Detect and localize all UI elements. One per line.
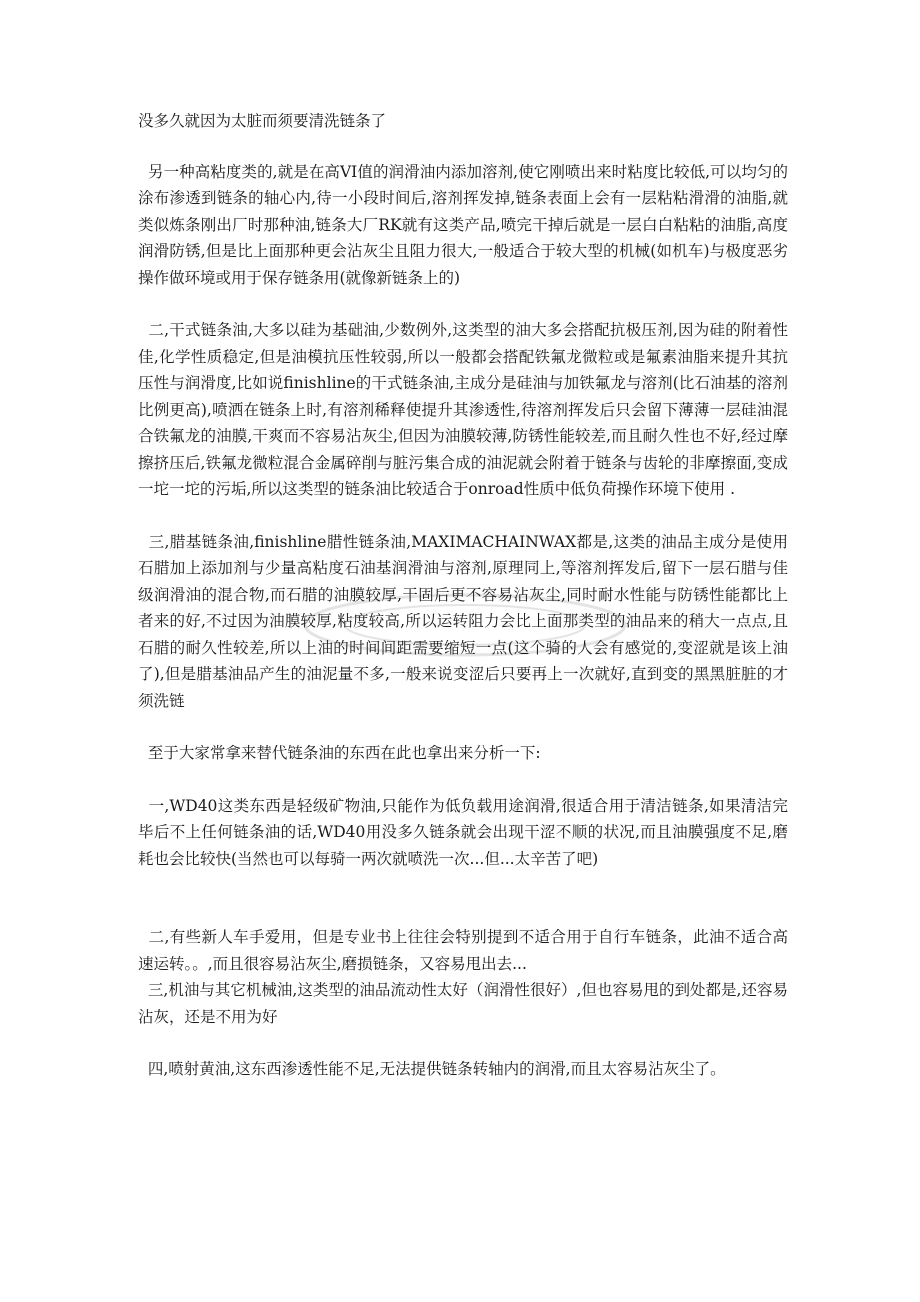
paragraph-alternatives-intro: 至于大家常拿来替代链条油的东西在此也拿出来分析一下: xyxy=(138,744,541,762)
paragraph-spray-grease: 四,喷射黄油,这东西渗透性能不足,无法提供链条转轴内的润滑,而且太容易沾灰尘了。 xyxy=(138,1060,726,1078)
paragraph-intro: 没多久就因为太脏而须要清洗链条了 xyxy=(138,112,387,130)
paragraph-wd40: 一,WD40这类东西是轻级矿物油,只能作为低负载用途润滑,很适合用于清洁链条,如果清洁完毕后不上任何链条油的话,WD40用没多久链条就会出现干涩不顺的状况,而且油膜强度不足,磨耗也会比较快(当然也可以每骑一两次就喷洗一次...但...太辛苦了吧) xyxy=(138,796,788,868)
paragraph-machine-oil: 三,机油与其它机械油,这类型的油品流动性太好（润滑性很好）,但也容易甩的到处都是,还容易沾灰，还是不用为好 xyxy=(138,981,788,1026)
paragraph-wax-chain-oil: 三,腊基链条油,finishline腊性链条油,MAXIMACHAINWAX都是,这类的油品主成分是使用石腊加上添加剂与少量高粘度石油基润滑油与溶剂,原理同上,等溶剂挥发后,留下一层石腊与佳级润滑油的混合物,而石腊的油膜较厚,干固后更不容易沾灰尘,同时耐水性能与防锈性能都比上者来的好,不过因为油膜较厚,粘度较高,所以运转阻力会比上面那类型的油品来的稍大一点点,且石腊的耐久性较差,所以上油的时间间距需要缩短一点(这个骑的人会有感觉的,变涩就是该上油了),但是腊基油品产生的油泥量不多,一般来说变涩后只要再上一次就好,直到变的黑黑脏脏的才须洗链 xyxy=(138,532,788,710)
paragraph-item-two: 二,有些新人车手爱用，但是专业书上往往会特别提到不适合用于自行车链条，此油不适合高速运转。。,而且很容易沾灰尘,磨损链条，又容易甩出去... xyxy=(138,928,788,973)
paragraph-dry-chain-oil: 二,干式链条油,大多以硅为基础油,少数例外,这类型的油大多会搭配抗极压剂,因为硅的附着性佳,化学性质稳定,但是油模抗压性较弱,所以一般都会搭配铁氟龙微粒或是氟素油脂来提升其抗压性与润滑度,比如说finishline的干式链条油,主成分是硅油与加铁氟龙与溶剂(比石油基的溶剂比例更高),喷洒在链条上时,有溶剂稀释使提升其渗透性,待溶剂挥发后只会留下薄薄一层硅油混合铁氟龙的油膜,干爽而不容易沾灰尘,但因为油膜较薄,防锈性能较差,而且耐久性也不好,经过摩擦挤压后,铁氟龙微粒混合金属碎削与脏污集合成的油泥就会附着于链条与齿轮的非摩擦面,变成一坨一坨的污垢,所以这类型的链条油比较适合于onroad性质中低负荷操作环境下使用 . xyxy=(138,321,788,498)
document-body xyxy=(138,108,788,1109)
paragraph-high-viscosity: 另一种高粘度类的,就是在高VI值的润滑油内添加溶剂,使它刚喷出来时粘度比较低,可以均匀的涂布渗透到链条的轴心内,待一小段时间后,溶剂挥发掉,链条表面上会有一层粘粘滑滑的油脂,就类似炼条刚出厂时那种油,链条大厂RK就有这类产品,喷完干掉后就是一层白白粘粘的油脂,高度润滑防锈,但是比上面那种更会沾灰尘且阻力很大,一般适合于较大型的机械(如机车)与极度恶劣操作做环境或用于保存链条用(就像新链条上的) xyxy=(138,162,788,287)
